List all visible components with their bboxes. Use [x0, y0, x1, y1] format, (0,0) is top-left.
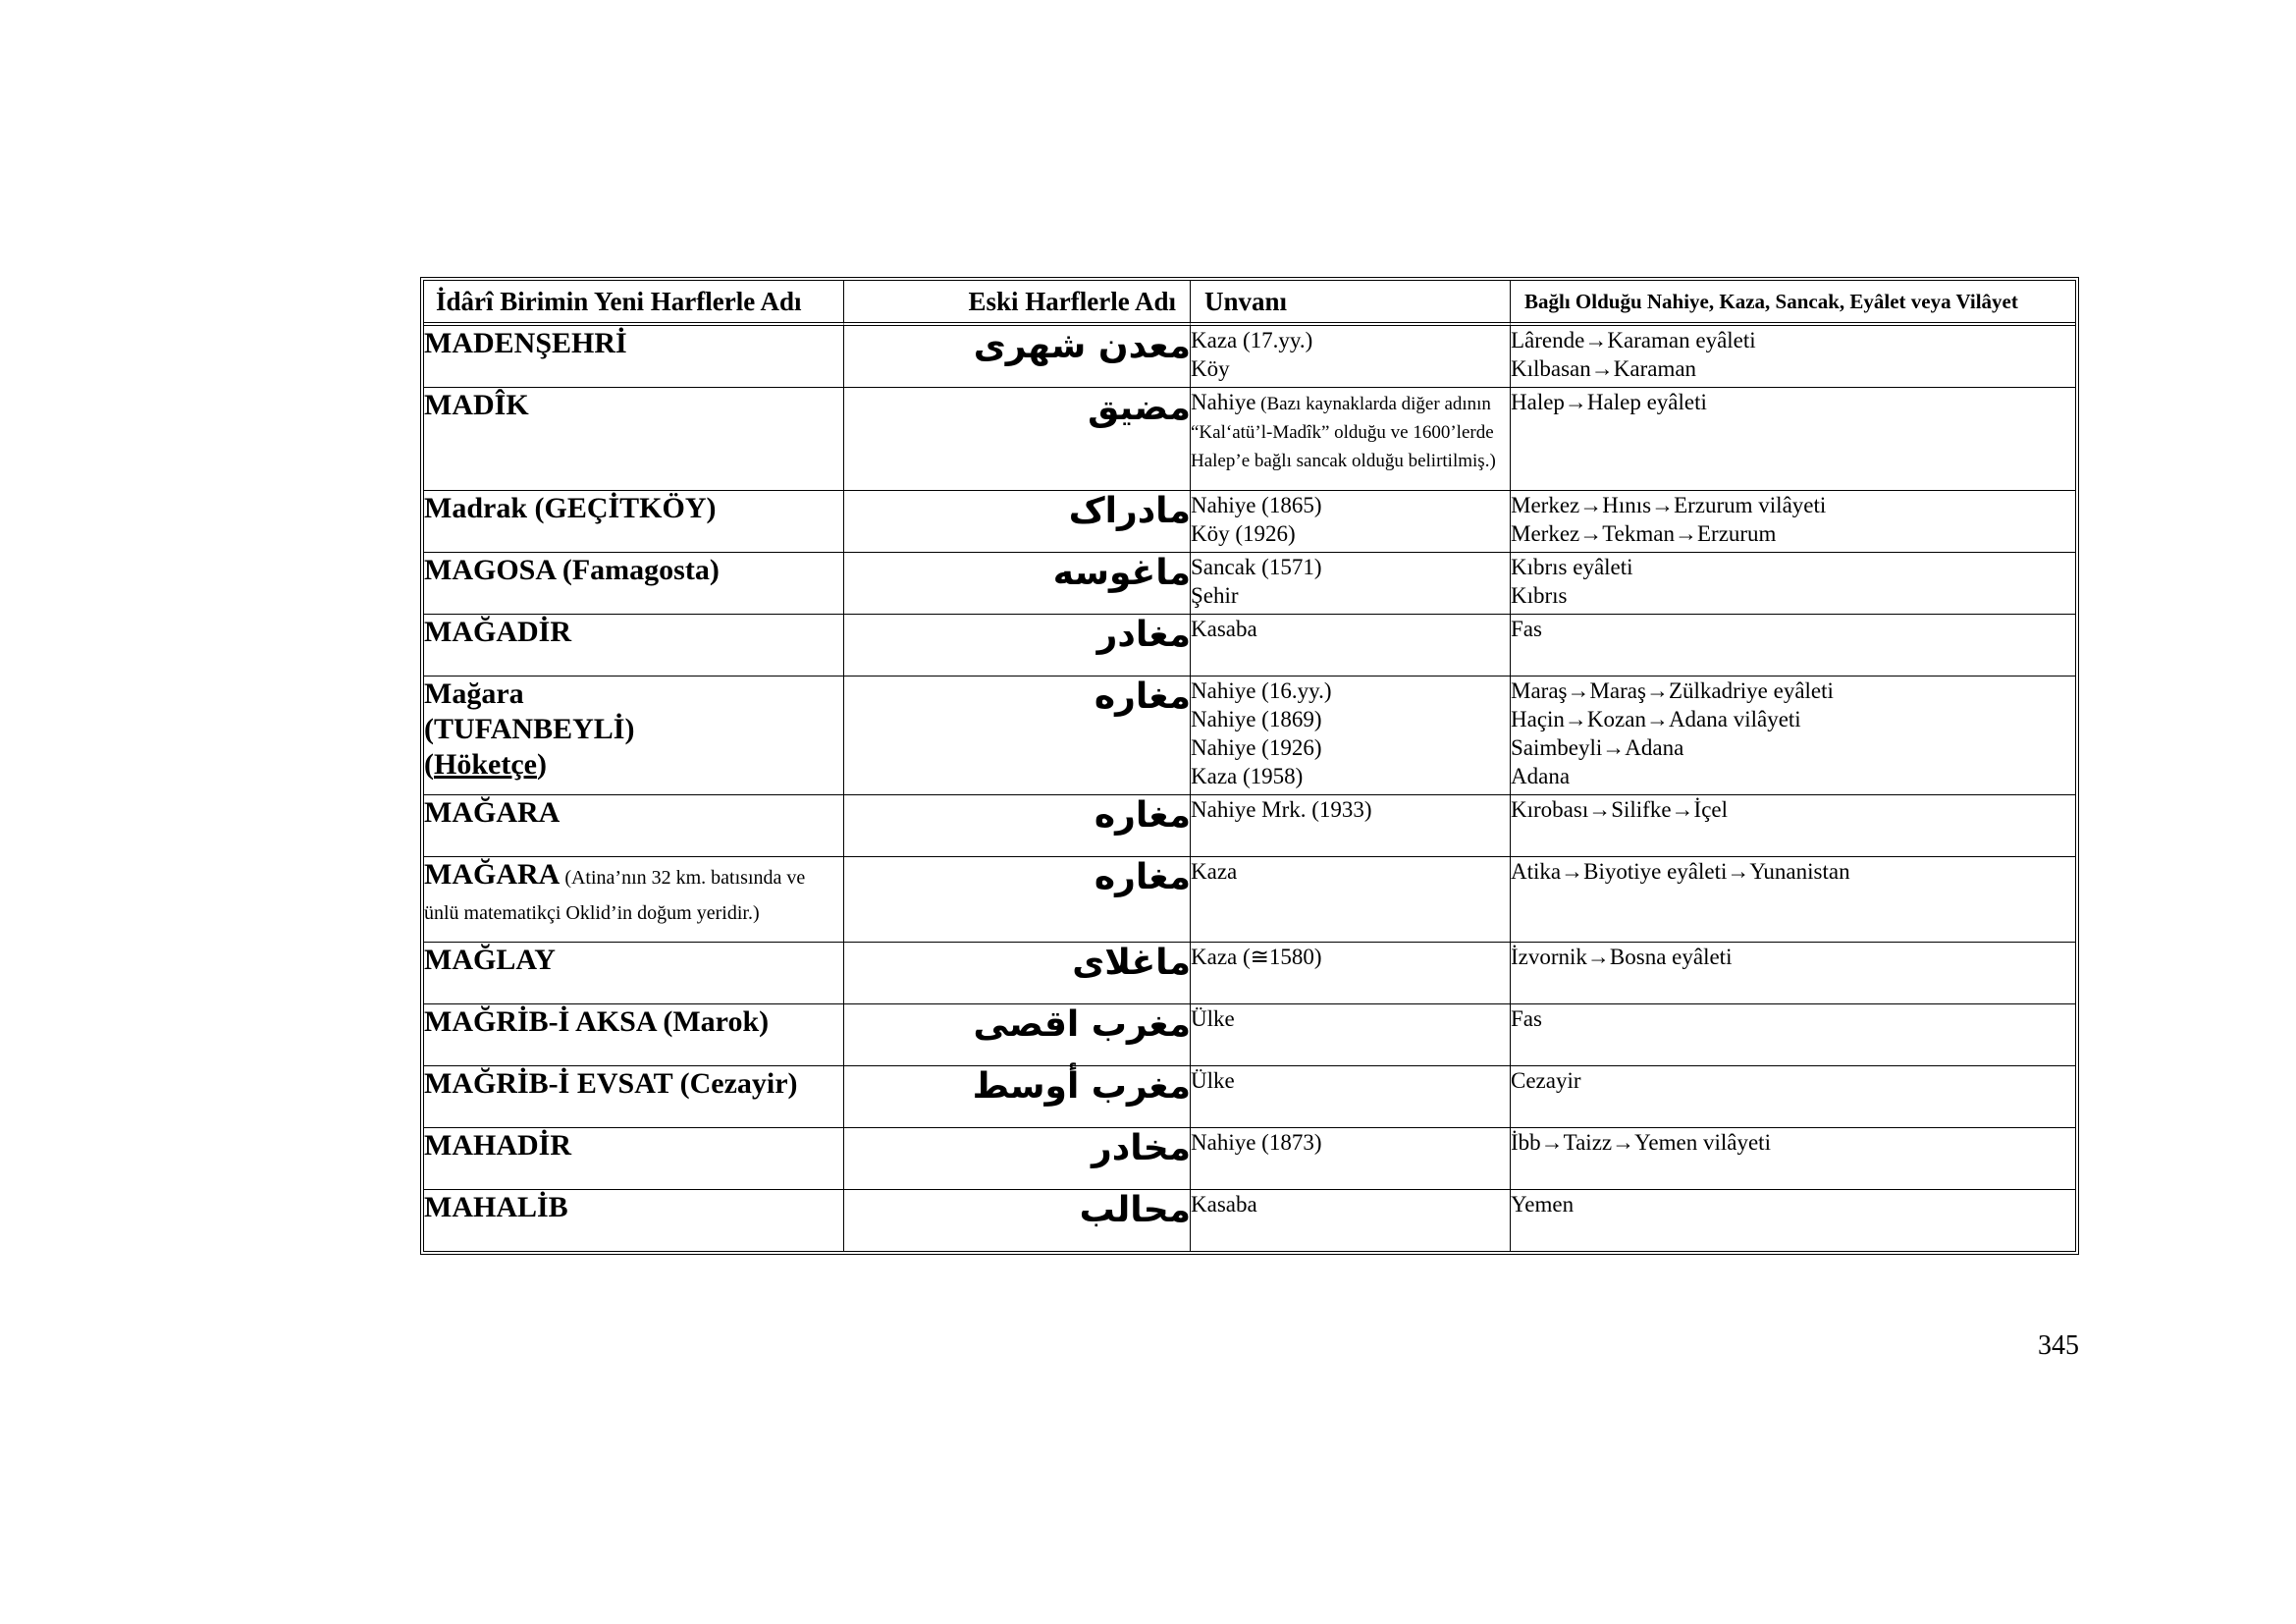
table-row	[424, 677, 2075, 795]
table-row	[424, 795, 2075, 857]
unit-arabic-name: مغاره	[844, 857, 1191, 943]
affiliation-line: Atika→Biyotiye eyâleti→Yunanistan	[1511, 859, 1850, 884]
affiliation-line: Cezayir	[1511, 1068, 1581, 1093]
unit-name: MAHALİB	[424, 1190, 844, 1251]
unit-arabic-name: مضيق	[844, 388, 1191, 491]
paren-close: )	[536, 748, 547, 781]
unit-title	[1191, 1004, 1511, 1066]
table-row	[424, 326, 2075, 388]
unit-arabic-name: ماغلاى	[844, 943, 1191, 1004]
unit-name: Madrak (GEÇİTKÖY)	[424, 491, 844, 553]
unit-title	[1191, 388, 1511, 491]
affiliation-line: Kırobası→Silifke→İçel	[1511, 797, 1729, 822]
unit-affiliation	[1511, 943, 2075, 1004]
title-line: Köy	[1191, 356, 1230, 381]
underlined-name: Höketçe	[434, 748, 537, 781]
unit-title	[1191, 1128, 1511, 1190]
unit-name: MAHADİR	[424, 1128, 844, 1190]
title-line: Nahiye (16.yy.)	[1191, 678, 1332, 703]
affiliation-line: Merkez→Hınıs→Erzurum vilâyeti	[1511, 493, 1827, 517]
unit-name: MAĞARA	[424, 795, 844, 857]
unit-arabic-name: مغاره	[844, 677, 1191, 795]
affiliation-line: İbb→Taizz→Yemen vilâyeti	[1511, 1130, 1771, 1155]
affiliation-line: İzvornik→Bosna eyâleti	[1511, 945, 1733, 969]
title-line: Nahiye (1926)	[1191, 735, 1322, 760]
affiliation-line: Yemen	[1511, 1192, 1575, 1217]
unit-affiliation	[1511, 795, 2075, 857]
title-line: Nahiye (1865)	[1191, 493, 1322, 517]
table-row	[424, 615, 2075, 677]
unit-affiliation	[1511, 553, 2075, 615]
table-row	[424, 491, 2075, 553]
unit-name: MAĞADİR	[424, 615, 844, 677]
title-line: Kaza (17.yy.)	[1191, 328, 1313, 352]
affiliation-line: Merkez→Tekman→Erzurum	[1511, 521, 1777, 546]
unit-name: MAGOSA (Famagosta)	[424, 553, 844, 615]
unit-name	[424, 677, 844, 795]
title-line: Ülke	[1191, 1068, 1235, 1093]
title-line: Nahiye Mrk. (1933)	[1191, 797, 1372, 822]
table-row	[424, 943, 2075, 1004]
header-old-script-name: Eski Harflerle Adı	[844, 281, 1191, 326]
name-note: (Atina’nın 32 km. batısında ve ünlü matematikçi Oklid’in doğum yeridir.)	[424, 867, 806, 924]
unit-affiliation	[1511, 1004, 2075, 1066]
table-row	[424, 553, 2075, 615]
title-main: Nahiye	[1191, 390, 1256, 414]
name-line: Mağara	[424, 677, 524, 710]
name-line	[424, 747, 843, 783]
unit-affiliation	[1511, 491, 2075, 553]
table-row	[424, 1066, 2075, 1128]
unit-arabic-name: محالب	[844, 1190, 1191, 1251]
affiliation-line: Kıbrıs eyâleti	[1511, 555, 1633, 579]
unit-affiliation	[1511, 857, 2075, 943]
unit-title	[1191, 326, 1511, 388]
unit-title	[1191, 1190, 1511, 1251]
unit-title	[1191, 615, 1511, 677]
unit-name: MADENŞEHRİ	[424, 326, 844, 388]
title-line: Kasaba	[1191, 617, 1257, 641]
unit-name: MADÎK	[424, 388, 844, 491]
paren-open: (	[424, 748, 434, 781]
unit-title	[1191, 857, 1511, 943]
table-row	[424, 388, 2075, 491]
title-line: Ülke	[1191, 1006, 1235, 1031]
unit-affiliation	[1511, 326, 2075, 388]
title-line: Şehir	[1191, 583, 1239, 608]
affiliation-line: Saimbeyli→Adana	[1511, 735, 1684, 760]
table-row	[424, 1128, 2075, 1190]
name-line: (TUFANBEYLİ)	[424, 713, 635, 745]
unit-arabic-name: مخادر	[844, 1128, 1191, 1190]
table-row	[424, 1004, 2075, 1066]
affiliation-line: Adana	[1511, 764, 1571, 788]
unit-name	[424, 857, 844, 943]
affiliation-line: Fas	[1511, 617, 1542, 641]
header-new-name: İdârî Birimin Yeni Harflerle Adı	[424, 281, 844, 326]
unit-affiliation	[1511, 388, 2075, 491]
unit-title	[1191, 553, 1511, 615]
title-line: Sancak (1571)	[1191, 555, 1322, 579]
affiliation-line: Lârende→Karaman eyâleti	[1511, 328, 1756, 352]
unit-title	[1191, 677, 1511, 795]
table-row	[424, 1190, 2075, 1251]
header-affiliation: Bağlı Olduğu Nahiye, Kaza, Sancak, Eyâlet veya Vilâyet	[1511, 281, 2075, 326]
table-header-row	[424, 281, 2075, 326]
unit-arabic-name: معدن شهرى	[844, 326, 1191, 388]
header-title: Unvanı	[1191, 281, 1511, 326]
unit-title	[1191, 1066, 1511, 1128]
unit-affiliation	[1511, 677, 2075, 795]
table-row	[424, 857, 2075, 943]
unit-affiliation	[1511, 1128, 2075, 1190]
unit-title	[1191, 491, 1511, 553]
affiliation-line: Kılbasan→Karaman	[1511, 356, 1697, 381]
unit-title	[1191, 795, 1511, 857]
unit-arabic-name: مادراک	[844, 491, 1191, 553]
title-line: Kaza	[1191, 859, 1238, 884]
title-line: Köy (1926)	[1191, 521, 1296, 546]
unit-arabic-name: مغرب أوسط	[844, 1066, 1191, 1128]
unit-name: MAĞRİB-İ EVSAT (Cezayir)	[424, 1066, 844, 1128]
page-number: 345	[2038, 1330, 2079, 1361]
administrative-units-table	[420, 277, 2079, 1255]
unit-affiliation	[1511, 1066, 2075, 1128]
unit-affiliation	[1511, 1190, 2075, 1251]
affiliation-line: Kıbrıs	[1511, 583, 1568, 608]
affiliation-line: Fas	[1511, 1006, 1542, 1031]
affiliation-line: Halep→Halep eyâleti	[1511, 390, 1707, 414]
title-line: Kaza (1958)	[1191, 764, 1304, 788]
unit-arabic-name: مغادر	[844, 615, 1191, 677]
title-note: (Bazı kaynaklarda diğer adının “Kal‘atü’l-Madîk” olduğu ve 1600’lerde Halep’e bağlı sancak olduğu belirtilmiş.)	[1191, 394, 1496, 471]
affiliation-line: Maraş→Maraş→Zülkadriye eyâleti	[1511, 678, 1834, 703]
affiliation-line: Haçin→Kozan→Adana vilâyeti	[1511, 707, 1801, 731]
unit-arabic-name: مغرب اقصى	[844, 1004, 1191, 1066]
unit-name: MAĞLAY	[424, 943, 844, 1004]
unit-affiliation	[1511, 615, 2075, 677]
unit-title	[1191, 943, 1511, 1004]
title-line: Nahiye (1873)	[1191, 1130, 1322, 1155]
unit-name: MAĞRİB-İ AKSA (Marok)	[424, 1004, 844, 1066]
name-main: MAĞARA	[424, 858, 561, 891]
unit-arabic-name: ماغوسه	[844, 553, 1191, 615]
title-line: Kasaba	[1191, 1192, 1257, 1217]
title-line: Kaza (≅1580)	[1191, 945, 1322, 969]
unit-arabic-name: مغاره	[844, 795, 1191, 857]
title-line: Nahiye (1869)	[1191, 707, 1322, 731]
